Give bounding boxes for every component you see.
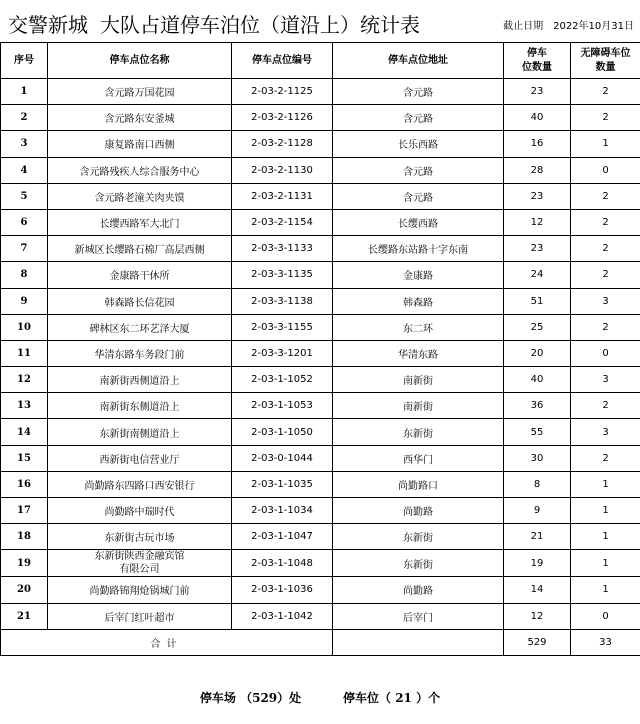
cell-seq: 8 bbox=[1, 262, 48, 288]
total-row bbox=[1, 629, 640, 655]
header-seq: 序号 bbox=[1, 43, 48, 79]
title-unit: 交警新城 bbox=[8, 13, 88, 37]
header-accessible bbox=[571, 43, 640, 79]
cell-seq: 21 bbox=[1, 603, 48, 629]
total-spaces: 529 bbox=[504, 629, 571, 655]
cell-seq: 6 bbox=[1, 209, 48, 235]
cell-address: 金康路 bbox=[333, 262, 504, 288]
cell-seq: 10 bbox=[1, 314, 48, 340]
cell-seq: 16 bbox=[1, 471, 48, 497]
cell-address: 长缨路东站路十字东南 bbox=[333, 236, 504, 262]
cell-address: 华清东路 bbox=[333, 340, 504, 366]
cell-seq: 5 bbox=[1, 183, 48, 209]
cell-address: 长乐西路 bbox=[333, 131, 504, 157]
spaces-label: 停车位 bbox=[342, 691, 379, 705]
cell-spaces: 40 bbox=[504, 367, 571, 393]
cell-accessible: 0 bbox=[571, 340, 640, 366]
cell-accessible: 0 bbox=[571, 603, 640, 629]
cell-spaces: 8 bbox=[504, 471, 571, 497]
cell-seq: 3 bbox=[1, 131, 48, 157]
cell-code: 2-03-1-1050 bbox=[232, 419, 333, 445]
table-row bbox=[1, 498, 640, 524]
parking-table bbox=[0, 42, 640, 656]
cell-seq: 17 bbox=[1, 498, 48, 524]
cell-seq: 11 bbox=[1, 340, 48, 366]
cell-name: 尚勤路东四路口西安银行 bbox=[48, 471, 232, 497]
cell-spaces: 40 bbox=[504, 105, 571, 131]
lots-close: ）处 bbox=[277, 691, 302, 705]
header-spaces-line2: 位数量 bbox=[522, 61, 552, 73]
cell-address: 尚勤路 bbox=[333, 577, 504, 603]
spaces-value: 21 bbox=[395, 691, 412, 705]
cell-spaces: 9 bbox=[504, 498, 571, 524]
cell-address: 含元路 bbox=[333, 105, 504, 131]
cell-address: 长缨西路 bbox=[333, 209, 504, 235]
cell-spaces: 19 bbox=[504, 550, 571, 577]
cell-name: 新城区长缨路石棉厂高层西侧 bbox=[48, 236, 232, 262]
cell-name: 含元路老潼关肉夹馍 bbox=[48, 183, 232, 209]
cell-spaces: 36 bbox=[504, 393, 571, 419]
table-row bbox=[1, 393, 640, 419]
summary-footer bbox=[0, 671, 640, 724]
cell-name: 金康路干休所 bbox=[48, 262, 232, 288]
cell-name: 尚勤路中瑞时代 bbox=[48, 498, 232, 524]
cell-address: 含元路 bbox=[333, 157, 504, 183]
cell-address: 东二环 bbox=[333, 314, 504, 340]
cell-name: 含元路残疾人综合服务中心 bbox=[48, 157, 232, 183]
cell-code: 2-03-1-1042 bbox=[232, 603, 333, 629]
cell-seq: 4 bbox=[1, 157, 48, 183]
cell-spaces: 25 bbox=[504, 314, 571, 340]
cell-code: 2-03-3-1201 bbox=[232, 340, 333, 366]
cell-spaces: 23 bbox=[504, 79, 571, 105]
cell-accessible: 2 bbox=[571, 209, 640, 235]
cell-spaces: 20 bbox=[504, 340, 571, 366]
cell-name-line1: 东新街陕西金融宾馆 bbox=[94, 551, 185, 563]
cell-accessible: 2 bbox=[571, 445, 640, 471]
cell-accessible: 3 bbox=[571, 367, 640, 393]
cell-accessible: 1 bbox=[571, 498, 640, 524]
header-code: 停车点位编号 bbox=[232, 43, 333, 79]
spaces-open: （ bbox=[378, 691, 391, 705]
cell-spaces: 55 bbox=[504, 419, 571, 445]
header-accessible-line1: 无障碍车位 bbox=[580, 47, 631, 59]
table-row bbox=[1, 157, 640, 183]
cell-code: 2-03-3-1135 bbox=[232, 262, 333, 288]
header-name: 停车点位名称 bbox=[48, 43, 232, 79]
table-row bbox=[1, 367, 640, 393]
cell-spaces: 12 bbox=[504, 603, 571, 629]
cell-name: 含元路东安釜城 bbox=[48, 105, 232, 131]
cell-accessible: 1 bbox=[571, 550, 640, 577]
cell-code: 2-03-1-1053 bbox=[232, 393, 333, 419]
summary-line bbox=[0, 689, 640, 706]
cell-name: 南新街东侧道沿上 bbox=[48, 393, 232, 419]
cell-address: 含元路 bbox=[333, 79, 504, 105]
total-label: 合计 bbox=[1, 629, 333, 655]
cell-name: 含元路万国花园 bbox=[48, 79, 232, 105]
cell-accessible: 2 bbox=[571, 393, 640, 419]
cell-address: 含元路 bbox=[333, 183, 504, 209]
cell-accessible: 2 bbox=[571, 79, 640, 105]
cell-address: 东新街 bbox=[333, 524, 504, 550]
cell-code: 2-03-3-1155 bbox=[232, 314, 333, 340]
cell-address: 西华门 bbox=[333, 445, 504, 471]
cell-seq: 7 bbox=[1, 236, 48, 262]
table-body bbox=[1, 79, 640, 656]
table-row bbox=[1, 288, 640, 314]
sheet-title bbox=[8, 9, 420, 38]
cell-seq: 13 bbox=[1, 393, 48, 419]
cell-code: 2-03-3-1133 bbox=[232, 236, 333, 262]
cell-code: 2-03-1-1052 bbox=[232, 367, 333, 393]
header-spaces bbox=[504, 43, 571, 79]
cell-name: 碑林区东二环艺泽大厦 bbox=[48, 314, 232, 340]
cell-seq: 1 bbox=[1, 79, 48, 105]
table-row bbox=[1, 340, 640, 366]
cutoff-label: 截止日期 bbox=[503, 21, 544, 32]
cell-seq: 12 bbox=[1, 367, 48, 393]
cell-accessible: 3 bbox=[571, 288, 640, 314]
spaces-close: ）个 bbox=[416, 691, 441, 705]
table-row bbox=[1, 131, 640, 157]
cell-address: 南新街 bbox=[333, 393, 504, 419]
table-row bbox=[1, 419, 640, 445]
cell-address: 尚勤路 bbox=[333, 498, 504, 524]
cell-code: 2-03-0-1044 bbox=[232, 445, 333, 471]
cell-name: 康复路南口西侧 bbox=[48, 131, 232, 157]
cell-accessible: 2 bbox=[571, 183, 640, 209]
cell-name: 后宰门红叶超市 bbox=[48, 603, 232, 629]
cell-code: 2-03-1-1047 bbox=[232, 524, 333, 550]
cell-seq: 15 bbox=[1, 445, 48, 471]
total-empty-cell bbox=[333, 629, 504, 655]
cell-name: 韩森路长信花园 bbox=[48, 288, 232, 314]
cell-seq: 2 bbox=[1, 105, 48, 131]
cell-spaces: 23 bbox=[504, 183, 571, 209]
cell-code: 2-03-1-1034 bbox=[232, 498, 333, 524]
cell-address: 后宰门 bbox=[333, 603, 504, 629]
lots-label: 停车场 bbox=[199, 691, 236, 705]
cell-code: 2-03-2-1126 bbox=[232, 105, 333, 131]
cell-accessible: 1 bbox=[571, 471, 640, 497]
cell-name: 东新街古玩市场 bbox=[48, 524, 232, 550]
cell-address: 南新街 bbox=[333, 367, 504, 393]
cell-name: 尚勤路锦翔炝锅城门前 bbox=[48, 577, 232, 603]
title-text: 大队占道停车泊位（道沿上）统计表 bbox=[100, 13, 420, 37]
cell-spaces: 12 bbox=[504, 209, 571, 235]
cell-spaces: 21 bbox=[504, 524, 571, 550]
cell-accessible: 3 bbox=[571, 419, 640, 445]
cell-code: 2-03-2-1125 bbox=[232, 79, 333, 105]
cell-spaces: 28 bbox=[504, 157, 571, 183]
cell-address: 东新街 bbox=[333, 419, 504, 445]
title-row bbox=[0, 0, 640, 42]
cutoff-date bbox=[503, 17, 634, 32]
table-row bbox=[1, 524, 640, 550]
total-accessible: 33 bbox=[571, 629, 640, 655]
cell-name: 华清东路车务段门前 bbox=[48, 340, 232, 366]
cell-accessible: 1 bbox=[571, 577, 640, 603]
cell-accessible: 1 bbox=[571, 131, 640, 157]
cell-code: 2-03-1-1035 bbox=[232, 471, 333, 497]
cell-code: 2-03-3-1138 bbox=[232, 288, 333, 314]
table-row bbox=[1, 577, 640, 603]
cell-address: 东新街 bbox=[333, 550, 504, 577]
cell-name: 长缨西路军大北门 bbox=[48, 209, 232, 235]
cell-name: 南新街西侧道沿上 bbox=[48, 367, 232, 393]
cell-code: 2-03-1-1036 bbox=[232, 577, 333, 603]
lots-value: 529 bbox=[252, 691, 278, 705]
cell-accessible: 0 bbox=[571, 157, 640, 183]
cell-code: 2-03-2-1128 bbox=[232, 131, 333, 157]
cell-name: 东新街南侧道沿上 bbox=[48, 419, 232, 445]
cell-spaces: 51 bbox=[504, 288, 571, 314]
cell-code: 2-03-2-1130 bbox=[232, 157, 333, 183]
lots-open: （ bbox=[240, 691, 253, 705]
cell-seq: 20 bbox=[1, 577, 48, 603]
cell-accessible: 1 bbox=[571, 524, 640, 550]
cutoff-value: 2022年10月31日 bbox=[553, 21, 634, 32]
cell-spaces: 14 bbox=[504, 577, 571, 603]
table-header-row bbox=[1, 43, 640, 79]
table-row bbox=[1, 105, 640, 131]
cell-spaces: 16 bbox=[504, 131, 571, 157]
cell-accessible: 2 bbox=[571, 105, 640, 131]
cell-seq: 19 bbox=[1, 550, 48, 577]
cell-spaces: 23 bbox=[504, 236, 571, 262]
header-accessible-line2: 数量 bbox=[595, 61, 616, 73]
cell-name bbox=[48, 550, 232, 577]
cell-seq: 9 bbox=[1, 288, 48, 314]
table-row bbox=[1, 183, 640, 209]
cell-address: 韩森路 bbox=[333, 288, 504, 314]
table-row bbox=[1, 550, 640, 577]
header-spaces-line1: 停车 bbox=[527, 47, 547, 59]
cell-name: 西新街电信营业厅 bbox=[48, 445, 232, 471]
cell-accessible: 2 bbox=[571, 314, 640, 340]
cell-seq: 18 bbox=[1, 524, 48, 550]
cell-accessible: 2 bbox=[571, 236, 640, 262]
cell-spaces: 30 bbox=[504, 445, 571, 471]
table-row bbox=[1, 603, 640, 629]
table-row bbox=[1, 445, 640, 471]
cell-seq: 14 bbox=[1, 419, 48, 445]
table-row bbox=[1, 209, 640, 235]
cell-address: 尚勤路口 bbox=[333, 471, 504, 497]
table-row bbox=[1, 262, 640, 288]
cell-name-line2: 有限公司 bbox=[119, 564, 160, 576]
cell-spaces: 24 bbox=[504, 262, 571, 288]
cell-code: 2-03-2-1154 bbox=[232, 209, 333, 235]
cell-accessible: 2 bbox=[571, 262, 640, 288]
table-row bbox=[1, 314, 640, 340]
table-row bbox=[1, 471, 640, 497]
cell-code: 2-03-2-1131 bbox=[232, 183, 333, 209]
cell-code: 2-03-1-1048 bbox=[232, 550, 333, 577]
table-row bbox=[1, 79, 640, 105]
table-row bbox=[1, 236, 640, 262]
header-address: 停车点位地址 bbox=[333, 43, 504, 79]
